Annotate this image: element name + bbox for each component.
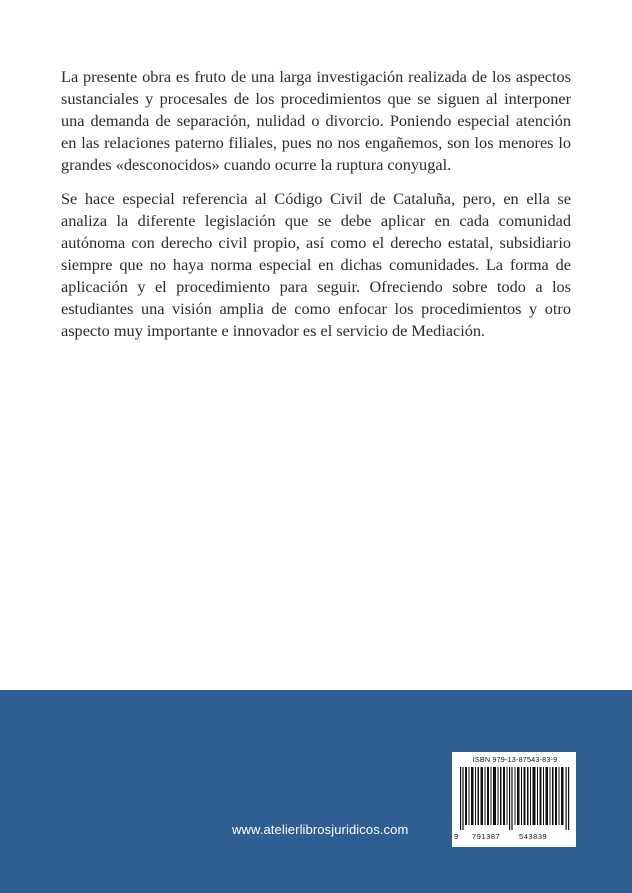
paragraph-2: Se hace especial referencia al Código Civil de Cataluña, pero, en ella se analiza la diferente legislación que se debe aplicar en cada comunidad autónoma con derecho civil propio, así como el derecho estatal, subsidiario siempre que no haya norma especial en dichas comunidades. La forma de aplicación y el procedimiento para seguir. Ofreciendo sobre todo a los estudiantes una visión amplia de como enfocar los procedimientos y otro aspecto muy importante e innovador es el servicio de Mediación. [61,189,571,340]
isbn-label: ISBN 979-13-87543-83-9 [472,755,558,764]
barcode-first-digit: 9 [454,832,459,841]
back-cover-text [61,66,571,354]
barcode-left-digits: 791387 [472,832,501,841]
barcode-bars [460,767,570,830]
isbn-barcode [452,752,576,847]
website-url: www.atelierlibrosjuridicos.com [232,822,409,837]
barcode-right-digits: 543839 [519,832,548,841]
paragraph-1: La presente obra es fruto de una larga investigación realizada de los aspectos sustanciales y procesales de los procedimientos que se siguen al interponer una demanda de separación, nulidad o divorcio. Poniendo especial atención en las relaciones paterno filiales, pues no nos engañemos, son los menores lo grandes «desconocidos» cuando ocurre la ruptura conyugal. [61,67,571,174]
